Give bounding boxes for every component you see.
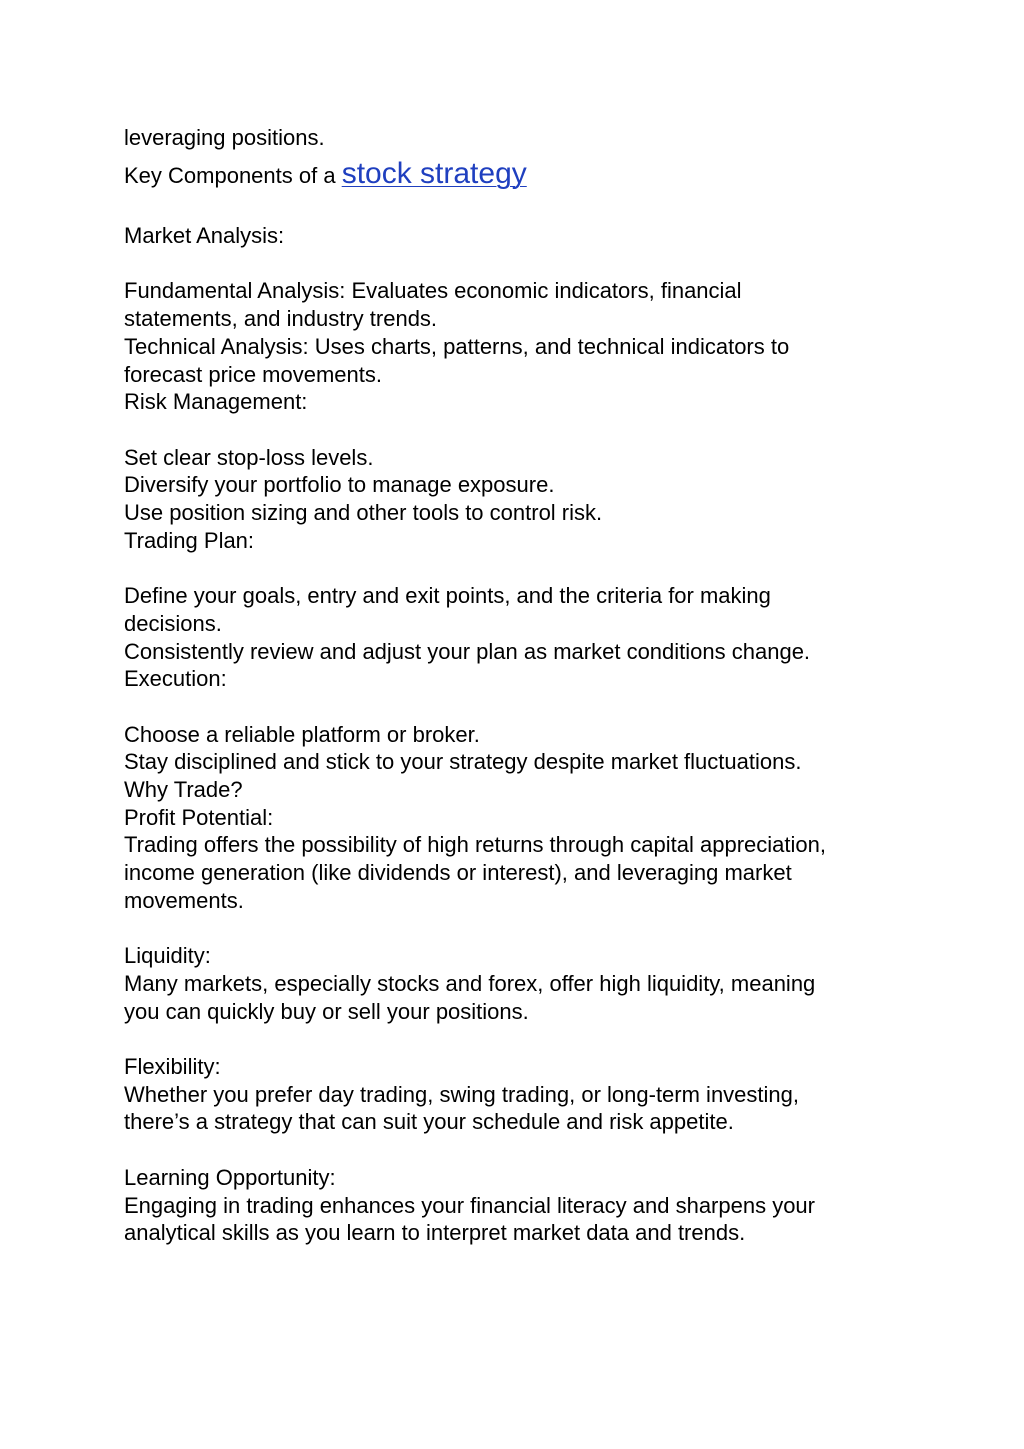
document-page xyxy=(124,124,914,1247)
paragraph-line: Technical Analysis: Uses charts, patterns, and technical indicators to xyxy=(124,333,790,359)
why-trade-title: Why Trade? xyxy=(124,777,243,803)
paragraph-line: movements. xyxy=(124,887,244,913)
stock-strategy-link[interactable]: stock strategy xyxy=(341,156,527,190)
paragraph-line: Diversify your portfolio to manage exposure. xyxy=(124,472,555,498)
paragraph-line: Fundamental Analysis: Evaluates economic indicators, financial xyxy=(124,278,742,304)
liquidity-title: Liquidity: xyxy=(124,943,211,969)
paragraph-line: Set clear stop-loss levels. xyxy=(124,444,374,470)
flexibility-title: Flexibility: xyxy=(124,1054,221,1080)
paragraph-line: Use position sizing and other tools to control risk. xyxy=(124,500,603,526)
paragraph-line: you can quickly buy or sell your positions. xyxy=(124,998,529,1024)
market-analysis-title: Market Analysis: xyxy=(124,223,285,249)
paragraph-line: decisions. xyxy=(124,610,222,636)
section-heading xyxy=(124,156,914,190)
heading-prefix: Key Components of a xyxy=(124,162,342,188)
paragraph-line: statements, and industry trends. xyxy=(124,306,438,332)
spacer xyxy=(124,1136,914,1164)
spacer xyxy=(124,554,914,582)
intro-tail-text: leveraging positions. xyxy=(124,125,325,150)
spacer xyxy=(124,915,914,943)
paragraph-line: Define your goals, entry and exit points, and the criteria for making xyxy=(124,583,771,609)
paragraph-line: there’s a strategy that can suit your schedule and risk appetite. xyxy=(124,1109,734,1135)
paragraph-line: income generation (like dividends or interest), and leveraging market xyxy=(124,860,792,886)
trading-plan-title: Trading Plan: xyxy=(124,527,255,553)
paragraph-line: Stay disciplined and stick to your strategy despite market fluctuations. xyxy=(124,749,802,775)
paragraph-line: Engaging in trading enhances your financial literacy and sharpens your xyxy=(124,1192,815,1218)
paragraph-line: Whether you prefer day trading, swing trading, or long-term investing, xyxy=(124,1081,799,1107)
profit-potential-title: Profit Potential: xyxy=(124,804,274,830)
risk-management-title: Risk Management: xyxy=(124,389,308,415)
spacer xyxy=(124,1025,914,1053)
spacer xyxy=(124,416,914,444)
spacer xyxy=(124,250,914,278)
learning-opportunity-title: Learning Opportunity: xyxy=(124,1164,336,1190)
paragraph-line: Consistently review and adjust your plan as market conditions change. xyxy=(124,638,811,664)
execution-title: Execution: xyxy=(124,666,227,692)
paragraph-line: forecast price movements. xyxy=(124,361,382,387)
paragraph-line: Choose a reliable platform or broker. xyxy=(124,721,480,747)
spacer xyxy=(124,194,914,222)
spacer xyxy=(124,693,914,721)
paragraph-line: Many markets, especially stocks and forex, offer high liquidity, meaning xyxy=(124,970,816,996)
paragraph-line: analytical skills as you learn to interpret market data and trends. xyxy=(124,1220,746,1246)
paragraph-line: Trading offers the possibility of high returns through capital appreciation, xyxy=(124,832,826,858)
